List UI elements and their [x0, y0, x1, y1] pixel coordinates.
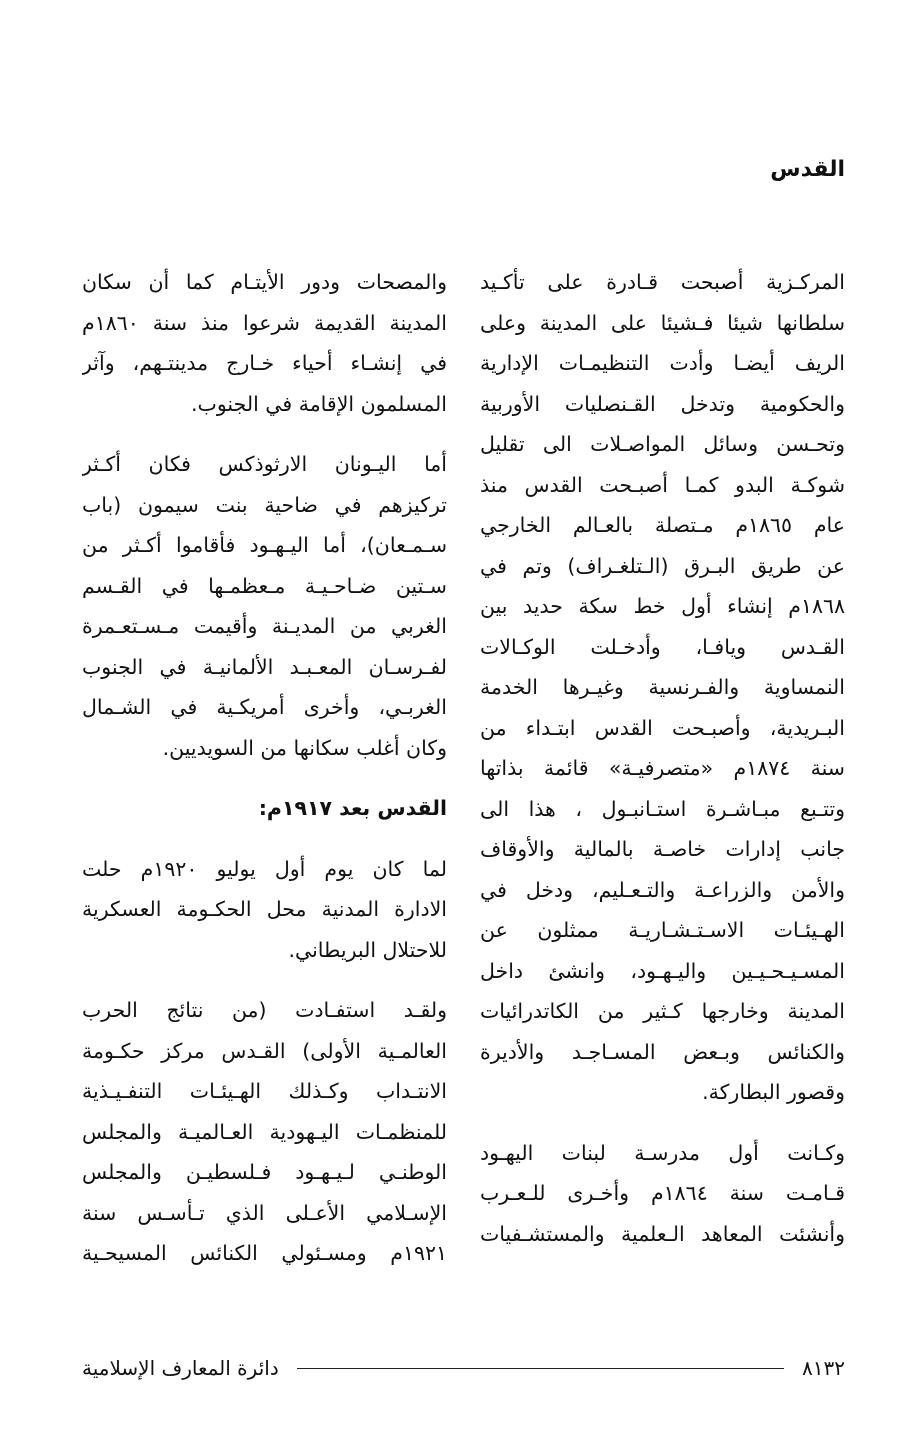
text-line: لما كان يوم أول يوليو ١٩٢٠م حلت — [82, 856, 447, 881]
text-line: وتتـبع مبـاشـرة استـانبـول ، هذا الى — [480, 796, 845, 821]
text-line: الادارة المدنية محل الحكـومة العسكرية — [82, 897, 447, 921]
text-line: المسـيـحـيـين واليـهـود، وانشئ داخل — [480, 958, 845, 983]
text-line: سـتين ضـاحـيـة مـعظمـها في القـسم — [82, 573, 447, 598]
text-line: والمصحات ودور الأيتـام كما أن سكان — [82, 270, 447, 294]
paragraph-gap — [82, 424, 447, 444]
text-line: سنة ١٨٧٤م «متصرفيـة» قائمة بذاتها — [480, 756, 845, 780]
text-line: الغربي من المديـنة وأقيمت مـسـتعـمرة — [82, 614, 447, 638]
text-line: عام ١٨٦٥م مـتصلة بالعـالم الخارجي — [480, 513, 845, 537]
text-line: ١٩٢١م ومسـئولي الكنائس المسيحـية — [82, 1241, 447, 1265]
text-line: الوطنـي لـيـهـود فـلسطيـن والمجلس — [82, 1160, 447, 1184]
text-column-left — [82, 262, 447, 1274]
paragraph-gap — [82, 768, 447, 788]
paragraph-gap — [480, 1113, 845, 1133]
text-line: ولقـد استفـادت (من نتائج الحرب — [82, 998, 447, 1022]
text-line: والأمن والزراعـة والتـعـليم، ودخل في — [480, 877, 845, 902]
text-line: العالمـية الأولى) القـدس مركز حكـومة — [82, 1038, 447, 1063]
text-line: سلطانها شيئا فـشيئا على المدينة وعلى — [480, 310, 845, 335]
paragraph-gap — [82, 829, 447, 849]
text-line: الانتـداب وكـذلك الهـيئـات التنفـيـذية — [82, 1079, 447, 1103]
text-line: المركـزية أصبحت قـادرة على تأكـيد — [480, 270, 845, 294]
text-line: النمساوية والفـرنسية وغيـرها الخدمة — [480, 675, 845, 699]
text-line: والكنائس وبـعض المسـاجـد والأديرة — [480, 1039, 845, 1064]
publication-title: دائرة المعارف الإسلامية — [82, 1356, 279, 1380]
text-line: سـمـعان)، أما اليـهـود فأقاموا أكـثر من — [82, 533, 447, 557]
text-line: المسلمون الإقامة في الجنوب. — [191, 391, 447, 416]
text-line: وقصور البطاركة. — [702, 1080, 845, 1104]
section-heading: القدس بعد ١٩١٧م: — [258, 796, 447, 820]
text-line: شوكـة البدو كمـا أصبـحت القدس منذ — [480, 472, 845, 497]
text-line: وتحـسن وسائل المواصـلات الى تقليل — [480, 432, 845, 456]
page-footer — [82, 1348, 845, 1388]
text-line: أما اليـونان الارثوذكس فكان أكـثر — [82, 452, 447, 476]
text-line: ١٨٦٨م إنشاء أول خط سكة حديد بين — [480, 594, 845, 618]
text-line: القـدس ويافـا، وأدخـلت الوكـالات — [480, 634, 845, 659]
text-line: قـامـت سنة ١٨٦٤م وأخـرى للـعـرب — [480, 1181, 845, 1205]
text-line: المدينة وخارجها كـثير من الكاتدرائيات — [480, 999, 845, 1023]
text-line: وكان أغلب سكانها من السويديين. — [162, 735, 447, 760]
text-line: عن طريق البـرق (الـتلغـراف) وتم في — [480, 553, 845, 578]
text-line: وأنشئت المعاهد الـعلمية والمستشـفيات — [480, 1221, 845, 1246]
page-number: ٨١٣٢ — [802, 1356, 845, 1380]
text-line: جانب إدارات خاصـة بالمالية والأوقاف — [480, 837, 845, 861]
text-line: لفـرسـان المعـبـد الألمانيـة في الجنوب — [82, 654, 447, 679]
paragraph-gap — [82, 970, 447, 990]
running-header: القدس — [770, 157, 845, 182]
text-line: وكـانت أول مدرسـة لبنات اليهـود — [480, 1140, 845, 1165]
text-column-right — [480, 262, 845, 1254]
text-line: المدينة القديمة شرعوا منذ سنة ١٨٦٠م — [82, 310, 447, 335]
text-line: البـريدية، وأصبـحت القدس ابتـداء من — [480, 715, 845, 740]
text-line: تركيزهم في ضاحية بنت سيمون (باب — [82, 492, 447, 517]
text-line: والحكومية وتدخل القـنصليات الأوربية — [480, 391, 845, 416]
footer-rule — [297, 1368, 784, 1369]
text-line: الهـيئـات الاسـتـشـاريـة ممثلون عن — [480, 918, 845, 942]
text-line: الغربـي، وأخرى أمريكـية في الشـمال — [82, 695, 447, 719]
text-line: للمنظمـات اليـهودية العـالميـة والمجلس — [82, 1119, 447, 1144]
text-line: الريف أيضـا وأدت التنظيمـات الإدارية — [480, 351, 845, 375]
text-line: للاحتلال البريطاني. — [288, 937, 447, 962]
text-line: الإسـلامي الأعـلى الذي تـأسـس سنة — [82, 1200, 447, 1225]
text-line: في إنشـاء أحياء خـارج مدينتـهم، وآثر — [82, 351, 447, 375]
